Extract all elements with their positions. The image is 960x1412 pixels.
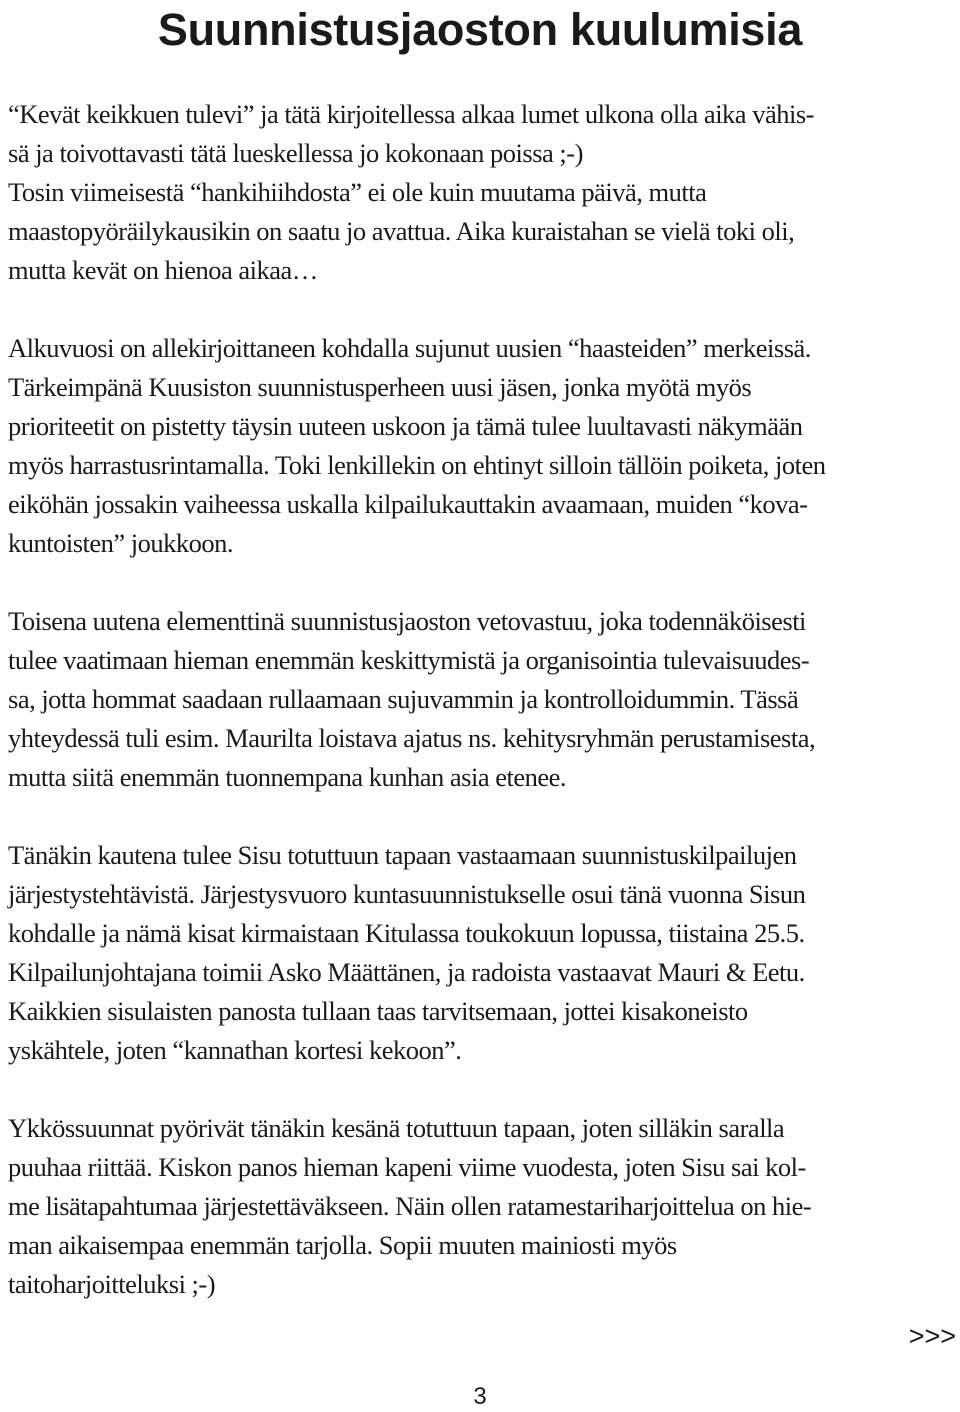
continued-marker: >>> (908, 1321, 956, 1351)
paragraph-4: Tänäkin kautena tulee Sisu totuttuun tapaan vastaamaan suunnistuskilpailujen järjestystehtävistä. Järjestysvuoro kuntasuunnistukselle osui tänä vuonna Sisun kohdalle ja nämä kisat kirmaistaan Kitulassa toukokuun lopussa, tiistaina 25.5. Kilpailunjohtajana toimii Asko Määttänen, ja radoista vastaavat Mauri & Eetu. Kaikkien sisulaisten panosta tullaan taas tarvitsemaan, jottei kisakoneisto yskähtele, joten “kannathan kortesi kekoon”. (8, 840, 806, 1065)
page-title: Suunnistusjaoston kuulumisia (157, 4, 803, 55)
paragraph-1: “Kevät keikkuen tulevi” ja tätä kirjoitellessa alkaa lumet ulkona olla aika vähis- sä ja toivottavasti tätä lueskellessa jo kokonaan poissa ;-) Tosin viimeisestä “hankihiihdosta” ei ole kuin muutama päivä, mutta maastopyöräilykausikin on saatu jo avattua. Aika kuraistahan se vielä toki oli, mutta kevät on hienoa aikaa… (8, 99, 814, 285)
article-body (8, 95, 958, 1343)
paragraph-3: Toisena uutena elementtinä suunnistusjaoston vetovastuu, joka todennäköisesti tulee vaatimaan hieman enemmän keskittymistä ja organisointia tulevaisuudes- sa, jotta hommat saadaan rullaamaan sujuvammin ja kontrolloidummin. Tässä yhteydessä tuli esim. Maurilta loistava ajatus ns. kehitysryhmän perustamisesta, mutta siitä enemmän tuonnempana kunhan asia etenee. (8, 606, 816, 792)
page-number: 3 (473, 1383, 487, 1410)
paragraph-5: Ykkössuunnat pyörivät tänäkin kesänä totuttuun tapaan, joten silläkin saralla puuhaa riittää. Kiskon panos hieman kapeni viime vuodesta, joten Sisu sai kol- me lisätapahtumaa järjestettäväkseen. Näin ollen ratamestariharjoittelua on hie- man aikaisempaa enemmän tarjolla. Sopii muuten mainiosti myös taitoharjoitteluksi ;-) (8, 1113, 812, 1299)
paragraph-2: Alkuvuosi on allekirjoittaneen kohdalla sujunut uusien “haasteiden” merkeissä. Tärkeimpänä Kuusiston suunnistusperheen uusi jäsen, jonka myötä myös prioriteetit on pistetty täysin uuteen uskoon ja tämä tulee luultavasti näkymään myös harrastusrintamalla. Toki lenkillekin on ehtinyt silloin tällöin poiketa, joten eiköhän jossakin vaiheessa uskalla kilpailukauttakin avaamaan, muiden “kova- kuntoisten” joukkoon. (8, 333, 826, 558)
